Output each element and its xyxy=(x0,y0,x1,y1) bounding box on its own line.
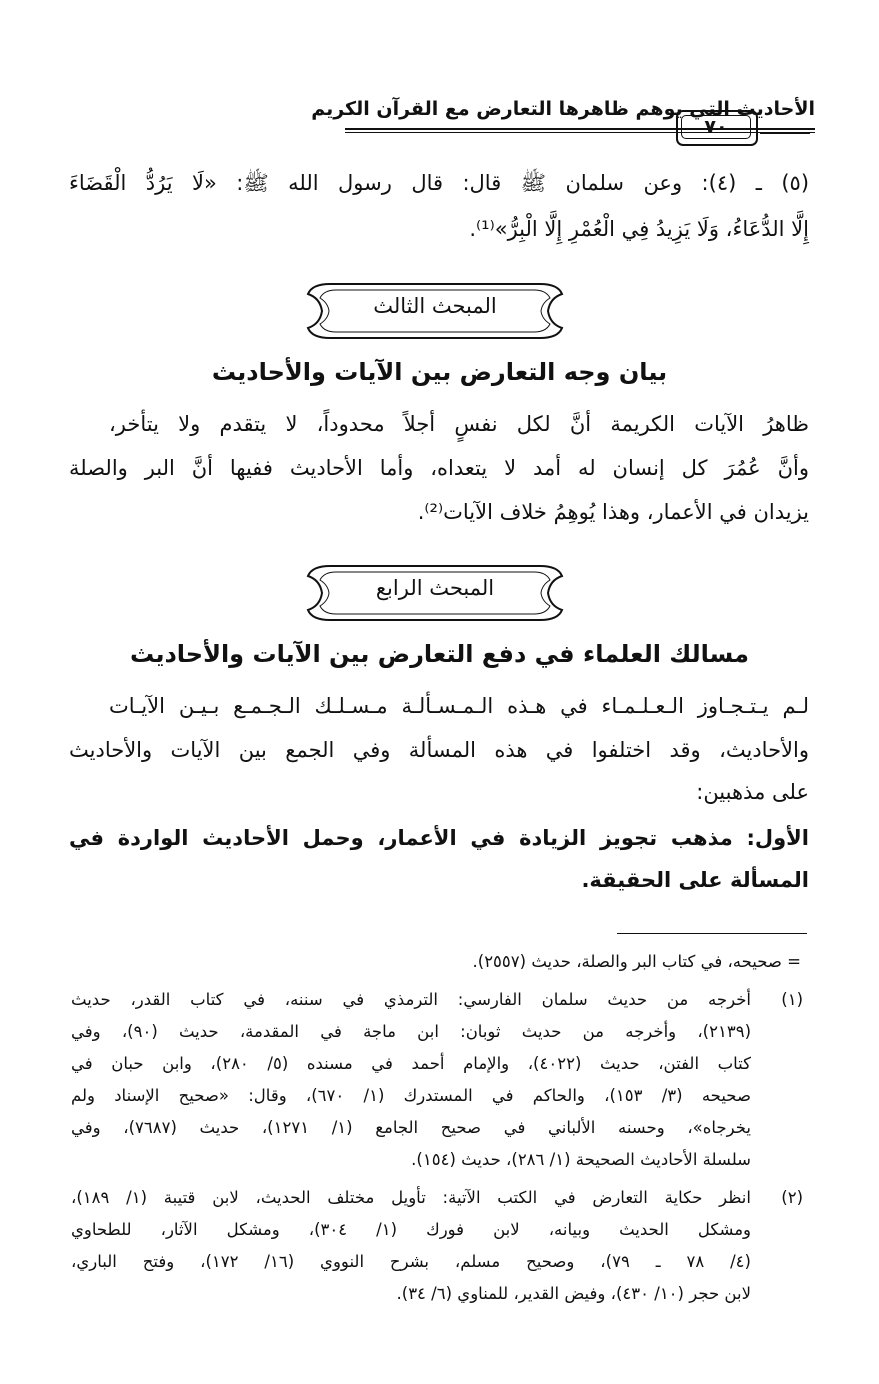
footnote-line: (٢١٣٩)، وأخرجه من حديث ثوبان: ابن ماجة في المقدمة، حديث (٩٠)، وفي xyxy=(71,1022,751,1041)
section-title-third: بيان وجه التعارض بين الآيات والأحاديث xyxy=(211,358,668,386)
footnote-line: صحيحه (٣/ ١٥٣)، والحاكم في المستدرك (١/ ٦٧٠)، وقال: «صحيح الإسناد ولم xyxy=(71,1086,751,1105)
paragraph-line: يزيدان في الأعمار، وهذا يُوهِمُ خلاف الآيات⁽²⁾. xyxy=(417,500,809,524)
footnote-line: كتاب الفتن، حديث (٤٠٢٢)، والإمام أحمد في مسنده (٥/ ٢٨٠)، وابن حبان في xyxy=(71,1054,752,1073)
banner-label: المبحث الثالث xyxy=(373,294,497,318)
footnote-line: لابن حجر (١٠/ ٤٣٠)، وفيض القدير، للمناوي (٦/ ٣٤). xyxy=(396,1284,751,1303)
paragraph-line: لـم يـتـجـاوز الـعـلـمـاء في هـذه الـمـسـألـة مـسـلـك الـجـمـع بـيـن الآيـات xyxy=(109,694,809,718)
footnote-separator xyxy=(617,933,807,934)
footnote-line: أخرجه من حديث سلمان الفارسي: الترمذي في سننه، في كتاب القدر، حديث xyxy=(71,990,751,1009)
banner-label: المبحث الرابع xyxy=(375,576,495,600)
first-view-line: المسألة على الحقيقة. xyxy=(581,868,809,892)
section-banner-fourth xyxy=(300,558,570,628)
first-view-line: الأول: مذهب تجويز الزيادة في الأعمار، وحمل الأحاديث الواردة في xyxy=(69,826,809,850)
footnote-line: سلسلة الأحاديث الصحيحة (١/ ٢٨٦)، حديث (١٥٤). xyxy=(411,1150,751,1169)
hadith-line-1: (٥) ـ (٤): وعن سلمان ﷺ قال: قال رسول الله ﷺ: «لَا يَرُدُّ الْقَضَاءَ xyxy=(69,171,810,195)
page-number: ٧٠ xyxy=(681,115,751,139)
section-banner-third xyxy=(300,276,570,346)
running-title: الأحاديث التي يوهم ظاهرها التعارض مع القرآن الكريم xyxy=(311,98,815,120)
page-number-rule-thin xyxy=(760,133,810,134)
footnote-number: (٢) xyxy=(781,1188,803,1207)
section-title-fourth: مسالك العلماء في دفع التعارض بين الآيات والأحاديث xyxy=(130,640,749,668)
footnote-line: يخرجاه»، وحسنه الألباني في صحيح الجامع (١/ ١٢٧١)، حديث (٧٦٨٧)، وفي xyxy=(71,1118,751,1137)
paragraph-line: وأنَّ عُمُرَ كل إنسان له أمد لا يتعداه، وأما الأحاديث ففيها أنَّ البر والصلة xyxy=(69,456,809,480)
footnote-continuation: = صحيحه، في كتاب البر والصلة، حديث (٢٥٥٧). xyxy=(472,952,801,971)
paragraph-line: على مذهبين: xyxy=(696,780,809,804)
hadith-line-2: إِلَّا الدُّعَاءُ، وَلَا يَزِيدُ فِي الْعُمْرِ إِلَّا الْبِرُّ»⁽¹⁾. xyxy=(469,217,809,241)
footnote-line: (٤/ ٧٨ ـ ٧٩)، وصحيح مسلم، بشرح النووي (١٦/ ١٧٢)، وفتح الباري، xyxy=(71,1252,751,1271)
paragraph-line: ظاهرُ الآيات الكريمة أنَّ لكل نفسٍ أجلاً محدوداً، لا يتقدم ولا يتأخر، xyxy=(109,412,809,436)
footnote-line: انظر حكاية التعارض في الكتب الآتية: تأويل مختلف الحديث، لابن قتيبة (١/ ١٨٩)، xyxy=(71,1188,751,1207)
page-number-rule xyxy=(760,128,810,130)
footnote-number: (١) xyxy=(781,990,803,1009)
footnote-line: ومشكل الحديث وبيانه، لابن فورك (١/ ٣٠٤)، ومشكل الآثار، للطحاوي xyxy=(71,1220,751,1239)
paragraph-line: والأحاديث، وقد اختلفوا في هذه المسألة وفي الجمع بين الآيات والأحاديث xyxy=(69,738,809,762)
